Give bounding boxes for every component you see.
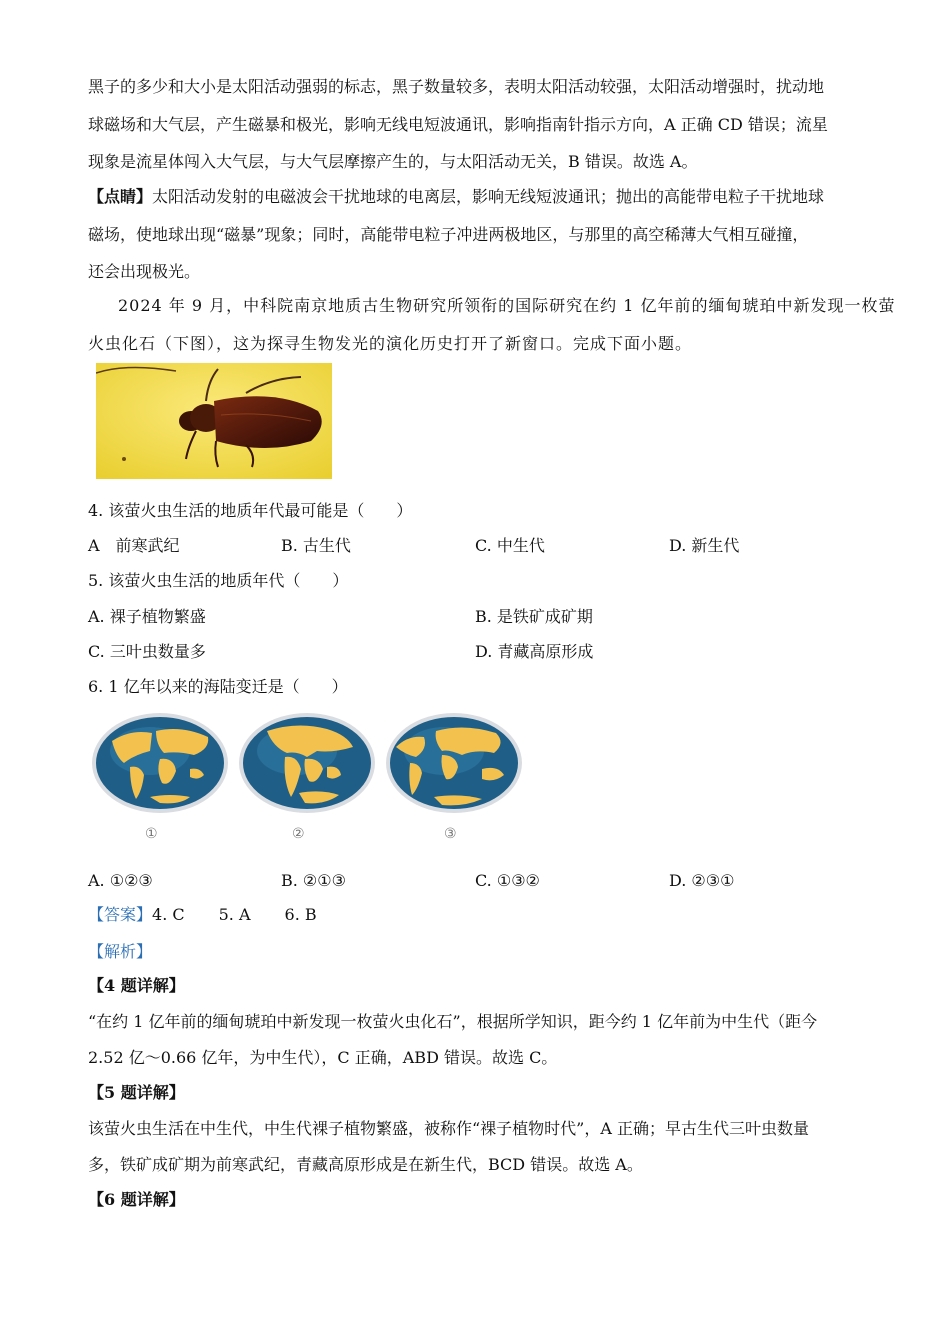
intro-line: 2024 年 9 月，中科院南京地质古生物研究所领衔的国际研究在约 1 亿年前的缅甸琥珀中新发现一枚萤: [118, 296, 896, 315]
question-5-stem: 5. 该萤火虫生活的地质年代（ ）: [88, 571, 349, 590]
tip-line: 磁场，使地球出现“磁暴”现象；同时，高能带电粒子冲进两极地区，与那里的高空稀薄大气相互碰撞，: [88, 225, 809, 244]
detail-5-line: 该萤火虫生活在中生代，中生代裸子植物繁盛，被称作“裸子植物时代”，A 正确；早古生代三叶虫数量: [88, 1119, 810, 1138]
q5-option-a[interactable]: A. 裸子植物繁盛: [88, 607, 206, 626]
q4-option-d[interactable]: D. 新生代: [669, 536, 740, 555]
q6-option-c[interactable]: C. ①③②: [475, 871, 540, 890]
detail-4-line: 2.52 亿～0.66 亿年，为中生代），C 正确，ABD 错误。故选 C。: [88, 1048, 558, 1067]
globe-map-2: [237, 711, 377, 815]
q4-option-c[interactable]: C. 中生代: [475, 536, 545, 555]
globe-label-3: ③: [444, 826, 457, 842]
globe-map-1: [90, 711, 230, 815]
question-6-stem: 6. 1 亿年以来的海陆变迁是（ ）: [88, 677, 348, 696]
paragraph-line: 黑子的多少和大小是太阳活动强弱的标志，黑子数量较多，表明太阳活动较强，太阳活动增强时，扰动地: [88, 77, 825, 96]
q6-option-b[interactable]: B. ②①③: [281, 871, 346, 890]
q4-option-a[interactable]: A 前寒武纪: [88, 536, 180, 555]
intro-line: 火虫化石（下图），这为探寻生物发光的演化历史打开了新窗口。完成下面小题。: [88, 334, 693, 353]
q5-option-b[interactable]: B. 是铁矿成矿期: [475, 607, 593, 626]
firefly-amber-photo: [96, 363, 332, 479]
paragraph-line: 现象是流星体闯入大气层，与大气层摩擦产生的，与太阳活动无关，B 错误。故选 A。: [88, 152, 698, 171]
q5-option-c[interactable]: C. 三叶虫数量多: [88, 642, 206, 661]
globe-label-1: ①: [145, 826, 158, 842]
q6-option-d[interactable]: D. ②③①: [669, 871, 735, 890]
detail-4-line: “在约 1 亿年前的缅甸琥珀中新发现一枚萤火虫化石”，根据所学知识，距今约 1 亿年前为中生代（距今: [88, 1012, 818, 1031]
tip-line: [88, 187, 824, 207]
question-4-stem: 4. 该萤火虫生活的地质年代最可能是（ ）: [88, 501, 413, 520]
detail-5-line: 多，铁矿成矿期为前寒武纪，青藏高原形成是在新生代，BCD 错误。故选 A。: [88, 1155, 643, 1174]
q6-option-a[interactable]: A. ①②③: [88, 871, 153, 890]
paragraph-line: 球磁场和大气层，产生磁暴和极光，影响无线电短波通讯，影响指南针指示方向，A 正确 CD 错误；流星: [88, 115, 828, 134]
tip-label: 【点睛】: [88, 187, 153, 206]
q4-option-b[interactable]: B. 古生代: [281, 536, 351, 555]
detail-6-heading: 【6 题详解】: [88, 1190, 185, 1209]
detail-4-heading: 【4 题详解】: [88, 976, 185, 995]
answer-4: 4. C: [152, 905, 185, 924]
answer-label: 【答案】: [88, 905, 153, 924]
answer-5: 5. A: [218, 905, 251, 924]
q5-option-d[interactable]: D. 青藏高原形成: [475, 642, 594, 661]
tip-text: 太阳活动发射的电磁波会干扰地球的电离层，影响无线短波通讯；抛出的高能带电粒子干扰地球: [152, 187, 825, 206]
tip-line: 还会出现极光。: [88, 262, 201, 281]
analysis-label: 【解析】: [88, 942, 153, 961]
detail-5-heading: 【5 题详解】: [88, 1083, 185, 1102]
answer-line: [88, 905, 317, 925]
globe-map-3: [384, 711, 524, 815]
answer-6: 6. B: [284, 905, 317, 924]
globe-label-2: ②: [292, 826, 305, 842]
